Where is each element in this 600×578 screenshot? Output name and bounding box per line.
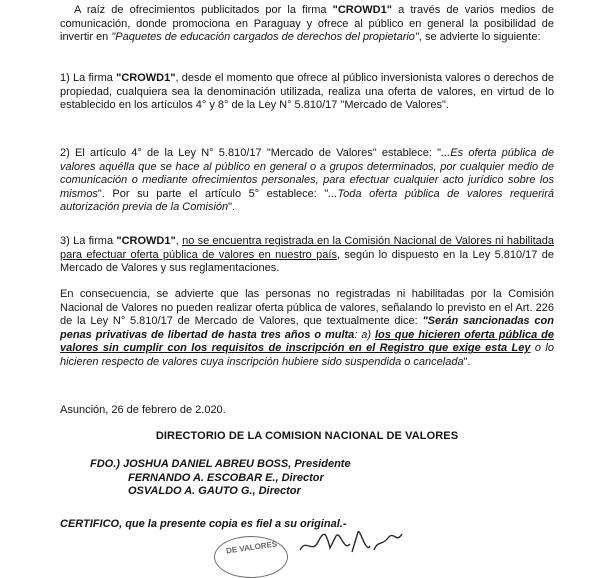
signatory-director-1: FERNANDO A. ESCOBAR E., Director xyxy=(128,471,324,484)
handwritten-signature xyxy=(296,524,406,557)
intro-text: A raíz de ofrecimientos publicitados por la firma xyxy=(74,4,333,16)
point-3-text: , según lo dispuesto en la Ley 5.810/17 de Mercado de Valores y sus reglamentaciones. xyxy=(60,248,554,275)
consequence-text: : a) xyxy=(354,328,375,341)
point-3-text: 3) La firma xyxy=(60,235,117,247)
firm-name: "CROWD1" xyxy=(116,235,176,247)
document-date: Asunción, 26 de febrero de 2.020. xyxy=(60,404,226,416)
point-3-paragraph xyxy=(60,235,554,276)
article-4-quote: ...Es oferta pública de valores aquélla que se hace al público en general o a grupos determinados, por cualquier medio de comunicación o mediante ofrecimientos personales, para efectuar cualquier acto jurídico sobre los mismos xyxy=(60,147,554,200)
consequence-paragraph xyxy=(60,288,554,370)
point-2-text: 2) El artículo 4° de la Ley N° 5.810/17 "Mercado de Valores" establece: " xyxy=(60,147,442,159)
point-1-text: , desde el momento que ofrece al público inversionista valores o derechos de propiedad, cualquiera sea la denominación utilizada, realiza una oferta de valores, en virtud de lo establecido en los artículos 4° y 8° de la Ley N° 5.810/17 "Mercado de Valores". xyxy=(60,72,554,112)
firm-name: "CROWD1" xyxy=(332,4,392,16)
point-3-text: , xyxy=(175,235,183,247)
signatory-director-2: OSVALDO A. GAUTO G., Director xyxy=(128,485,301,498)
consequence-text: ". xyxy=(463,355,471,368)
certification-statement: CERTIFICO, que la presente copia es fiel a su original.- xyxy=(60,518,347,530)
intro-paragraph xyxy=(60,4,554,45)
point-2-text: ". xyxy=(228,201,236,214)
signatories-block xyxy=(90,458,351,499)
stamp-text: DE VALORES xyxy=(225,539,278,556)
point-1-text: 1) La firma xyxy=(60,72,117,84)
intro-text: , se advierte lo siguiente: xyxy=(418,31,541,44)
point-1-paragraph xyxy=(60,72,554,113)
intro-text: a través de varios medios de comunicación, donde promociona en Paraguay y ofrece al público en general la posibilidad de invertir en xyxy=(60,4,554,44)
signatory-president: FDO.) JOSHUA DANIEL ABREU BOSS, Presidente xyxy=(90,458,351,470)
consequence-text: En consecuencia, se advierte que las personas no registradas ni habilitadas por la Comisión Nacional de Valores no pueden realizar oferta pública de valores, señalando lo previsto en el Art. 226 de la Ley N° 5.810/17 de Mercado de Valores, que textualmente dice: xyxy=(60,288,554,328)
consequence-text: o lo hicieren respecto de valores cuya inscripción hubiere sido suspendida o cancelada xyxy=(60,342,554,368)
firm-name: "CROWD1" xyxy=(116,72,176,84)
sanction-quote: "Serán sancionadas con penas privativas de libertad de hasta tres años o multa xyxy=(60,315,554,341)
point-2-text: ". Por su parte el artículo 5° establece: " xyxy=(97,187,329,200)
point-2-paragraph xyxy=(60,147,554,215)
product-quote: "Paquetes de educación cargados de derechos del propietario" xyxy=(111,31,419,44)
sanction-underlined: los que hicieren oferta pública de valores sin cumplir con los requisitos de inscripción en el Registro que exige esta Ley xyxy=(60,328,554,355)
directorate-heading: DIRECTORIO DE LA COMISION NACIONAL DE VALORES xyxy=(155,430,459,442)
not-registered-statement: no se encuentra registrada en la Comisión Nacional de Valores ni habilitada para efectuar oferta pública de valores en nuestro país xyxy=(60,235,554,261)
article-5-quote: ...Toda oferta pública de valores requerirá autorización previa de la Comisión xyxy=(60,187,555,214)
